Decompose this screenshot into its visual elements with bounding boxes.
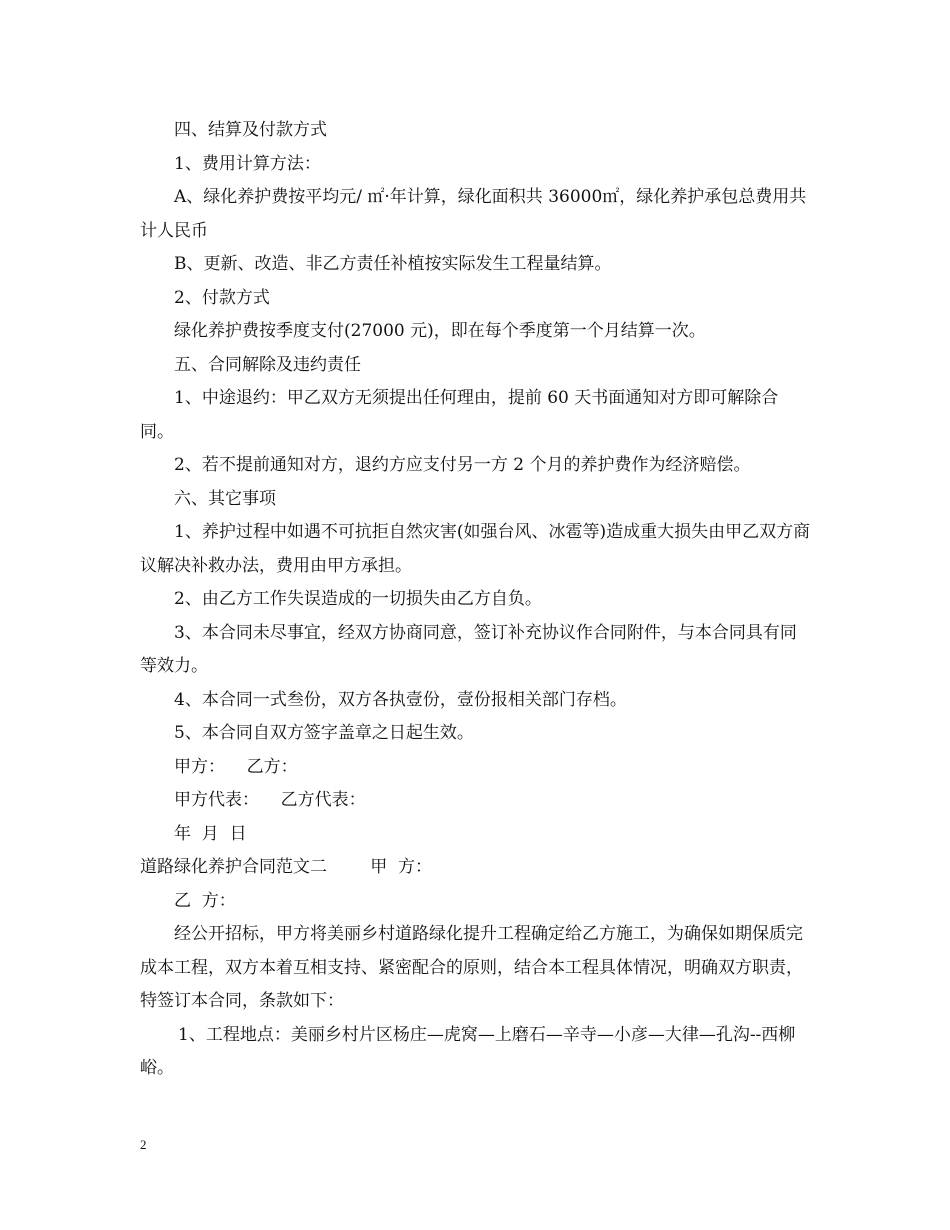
paragraph-other-5: 5、本合同自双方签字盖章之日起生效。	[174, 723, 474, 743]
document-body	[140, 114, 812, 1086]
paragraph-other-3: 3、本合同未尽事宜，经双方协商同意，签订补充协议作合同附件，与本合同具有同等效力。	[140, 622, 797, 676]
section-heading-settlement: 四、结算及付款方式	[174, 120, 327, 140]
second-contract-party-b: 乙 方：	[174, 890, 236, 911]
subheading-payment-method: 2、付款方式	[174, 287, 270, 308]
signature-parties: 甲方： 乙方：	[174, 756, 298, 777]
paragraph-other-1: 1、养护过程中如遇不可抗拒自然灾害(如强台风、冰雹等)造成重大损失由甲乙双方商议解决补救办法，费用由甲方承担。	[140, 522, 811, 576]
paragraph-termination-1: 1、中途退约：甲乙双方无须提出任何理由，提前 60 天书面通知对方即可解除合同。	[140, 388, 779, 442]
section-heading-termination: 五、合同解除及违约责任	[174, 354, 361, 375]
subheading-fee-calculation: 1、费用计算方法：	[174, 153, 321, 174]
paragraph-payment-quarterly: 绿化养护费按季度支付(27000 元)，即在每个季度第一个月结算一次。	[174, 321, 706, 341]
section-heading-other-matters: 六、其它事项	[174, 488, 276, 509]
paragraph-other-2: 2、由乙方工作失误造成的一切损失由乙方自负。	[174, 589, 542, 609]
page-number: 2	[140, 1137, 147, 1152]
signature-representatives: 甲方代表： 乙方代表：	[174, 790, 366, 810]
second-contract-location: 1、工程地点：美丽乡村片区杨庄—虎窝—上磨石—辛寺—小彦—大律—孔沟--西柳峪。	[140, 1024, 796, 1078]
paragraph-termination-2: 2、若不提前通知对方，退约方应支付另一方 2 个月的养护费作为经济赔偿。	[174, 455, 751, 475]
second-contract-title-line: 道路绿化养护合同范文二 甲 方：	[140, 857, 433, 877]
paragraph-fee-b: B、更新、改造、非乙方责任补植按实际发生工程量结算。	[174, 254, 612, 274]
second-contract-intro: 经公开招标，甲方将美丽乡村道路绿化提升工程确定给乙方施工，为确保如期保质完成本工程，双方本着互相支持、紧密配合的原则，结合本工程具体情况，明确双方职责，特签订本合同，条款如下：	[140, 924, 803, 1011]
signature-date: 年 月 日	[174, 823, 247, 844]
paragraph-other-4: 4、本合同一式叁份，双方各执壹份，壹份报相关部门存档。	[174, 689, 627, 710]
paragraph-fee-a: A、绿化养护费按平均元/ ㎡·年计算，绿化面积共 36000㎡，绿化养护承包总费用共计人民币	[140, 187, 807, 241]
